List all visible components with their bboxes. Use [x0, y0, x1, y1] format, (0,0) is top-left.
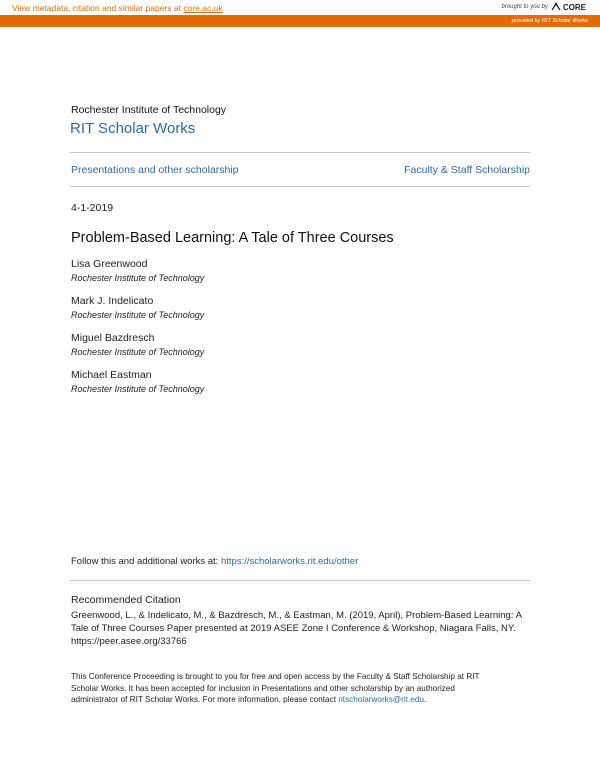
divider-citation	[70, 580, 530, 581]
author-name: Lisa Greenwood	[71, 258, 148, 270]
core-logo-icon	[551, 2, 561, 12]
core-metadata-link[interactable]: View metadata, citation and similar papers at core.ac.uk	[12, 3, 223, 13]
core-domain-link[interactable]: core.ac.uk	[183, 3, 223, 13]
paper-title: Problem-Based Learning: A Tale of Three Courses	[71, 230, 394, 246]
author-affiliation: Rochester Institute of Technology	[71, 384, 205, 394]
author-affiliation: Rochester Institute of Technology	[71, 347, 205, 357]
author-affiliation: Rochester Institute of Technology	[71, 273, 205, 283]
citation-line: Tale of Three Courses Paper presented at 2019 ASEE Zone I Conference & Workshop, Niagara Falls, NY.	[71, 623, 516, 634]
footer-line: Scholar Works. It has been accepted for inclusion in Presentations and other scholarship by an authorized	[71, 683, 455, 693]
citation-url[interactable]: https://peer.asee.org/33766	[71, 636, 187, 647]
community-link[interactable]: Faculty & Staff Scholarship	[404, 164, 530, 176]
brought-by-text: brought to you by	[501, 4, 548, 10]
provided-by-text: provided by RIT Scholar Works	[511, 18, 588, 24]
repository-link[interactable]: RIT Scholar Works	[70, 120, 196, 137]
footer-line: administrator of RIT Scholar Works. For more information, please contact ritscholarworks@rit.edu.	[71, 695, 427, 704]
author-name: Miguel Bazdresch	[71, 332, 155, 344]
author-affiliation: Rochester Institute of Technology	[71, 310, 205, 320]
collection-link[interactable]: Presentations and other scholarship	[71, 164, 239, 176]
follow-text: Follow this and additional works at: https://scholarworks.rit.edu/other	[71, 556, 359, 567]
institution-name: Rochester Institute of Technology	[71, 104, 227, 116]
core-brand	[502, 2, 587, 12]
recommended-citation	[71, 609, 541, 648]
divider-nav	[70, 186, 530, 187]
core-logo-text: CORE	[562, 2, 586, 12]
follow-link[interactable]: https://scholarworks.rit.edu/other	[220, 556, 359, 567]
publication-date: 4-1-2019	[71, 202, 114, 214]
author-name: Mark J. Indelicato	[71, 295, 154, 307]
author-name: Michael Eastman	[71, 369, 152, 381]
divider-top	[70, 152, 530, 153]
footer-line: This Conference Proceeding is brought to you for free and open access by the Faculty & Staff Scholarship at RIT	[71, 672, 480, 681]
contact-email-link[interactable]: ritscholarworks@rit.edu	[338, 695, 424, 704]
core-logo[interactable]	[551, 2, 586, 12]
citation-line: Greenwood, L., & Indelicato, M., & Bazdresch, M., & Eastman, M. (2019, April), Problem-Based Learning: A	[71, 610, 522, 621]
recommended-citation-heading: Recommended Citation	[71, 594, 181, 606]
access-statement	[71, 671, 541, 706]
